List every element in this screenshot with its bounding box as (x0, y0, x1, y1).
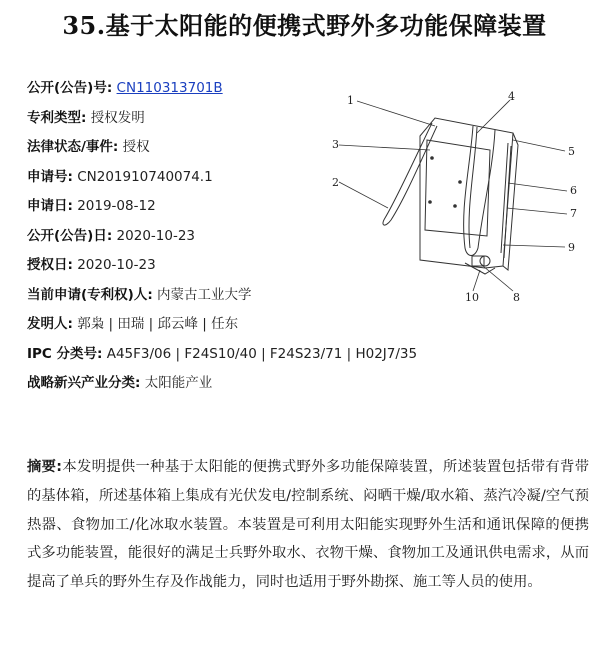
device-box-body (420, 118, 513, 268)
figure-label-6: 6 (570, 184, 577, 197)
field-inventors (27, 310, 587, 340)
patent-drawing (325, 88, 595, 308)
figure-label-5: 5 (568, 145, 575, 158)
field-label: IPC 分类号: (27, 345, 103, 362)
strap (464, 126, 495, 256)
panel-dot (454, 205, 457, 208)
field-value: A45F3/06 | F24S10/40 | F24S23/71 | H02J7/35 (106, 345, 418, 362)
abstract-label: 摘要: (27, 459, 62, 475)
field-value: 2019-08-12 (77, 198, 156, 214)
field-value: 郭枭 | 田瑞 | 邱云峰 | 任东 (77, 316, 239, 332)
abstract (27, 453, 589, 597)
figure-label-8: 8 (513, 291, 520, 304)
field-value: 太阳能产业 (144, 375, 213, 391)
field-label: 发明人: (27, 316, 73, 332)
field-value: 授权 (122, 139, 150, 155)
figure-label-2: 2 (332, 176, 339, 189)
field-label: 公开(公告)日: (27, 227, 113, 244)
field-value: 授权发明 (90, 109, 145, 126)
field-label: 战略新兴产业分类: (27, 375, 141, 391)
panel-dot (429, 201, 432, 204)
abstract-text: 本发明提供一种基于太阳能的便携式野外多功能保障装置，所述装置包括带有背带的基体箱，所述基体箱上集成有光伏发电/控制系统、闷晒干燥/取水箱、蒸汽冷凝/空气预热器、食物加工/化冰取水装置。本装置是可利用太阳能实现野外生活和通讯保障的便携式多功能装置，能很好的满足士兵野外取水、衣物干燥、食物加工及通讯供电需求，从而提高了单兵的野外生存及作战能力，同时也适用于野外勘探、施工等人员的使用。 (27, 459, 589, 591)
field-ipc-classification (27, 340, 587, 370)
figure-label-9: 9 (568, 241, 575, 254)
figure-label-1: 1 (347, 94, 354, 107)
field-label: 当前申请(专利权)人: (27, 286, 153, 303)
field-label: 专利类型: (27, 109, 87, 126)
field-value: CN201910740074.1 (77, 168, 213, 185)
document-title: 35.基于太阳能的便携式野外多功能保障装置 (62, 11, 547, 40)
field-industry-classification (27, 369, 587, 399)
field-label: 申请日: (27, 198, 73, 214)
field-label: 授权日: (27, 257, 73, 273)
bottom-knob (480, 256, 490, 266)
field-label: 公开(公告)号: (27, 80, 113, 96)
figure-label-10: 10 (465, 291, 479, 304)
panel-dot (459, 181, 462, 184)
panel-dot (431, 157, 434, 160)
field-value: 2020-10-23 (77, 257, 156, 273)
field-value: 2020-10-23 (116, 227, 196, 244)
field-label: 申请号: (27, 168, 73, 185)
figure-label-3: 3 (332, 138, 339, 151)
device-box-panel (425, 140, 490, 236)
field-value: 内蒙古工业大学 (157, 286, 252, 303)
figure-label-4: 4 (508, 90, 515, 103)
figure-label-7: 7 (570, 207, 577, 220)
strap-edge (469, 127, 477, 248)
field-label: 法律状态/事件: (27, 139, 119, 155)
hanging-strap (383, 123, 437, 225)
publication-number-link[interactable]: CN110313701B (116, 80, 223, 96)
bottom-fitting (472, 256, 484, 266)
side-rod (501, 143, 508, 253)
